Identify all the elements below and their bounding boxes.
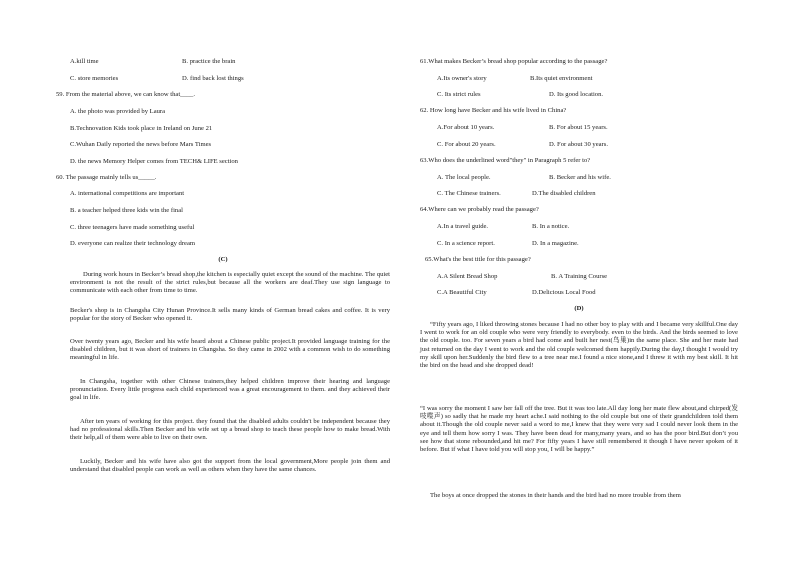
section-c-p3-text: Over twenty years ago, Becker and his wife heard about a Chinese public project.It provided language training for the disabled children, but it was short of trainers in Changsha. So they came in 2002 with a common wish to do something meaningful in life. <box>70 338 390 362</box>
q61-option-c: C. Its strict rules <box>437 91 481 98</box>
section-c-paragraph-3 <box>70 338 390 363</box>
q62-option-c: C. For about 20 years. <box>437 141 496 148</box>
section-c-p2-text: Becker's shop is in Changsha City Hunan Province.It sells many kinds of German bread cakes and coffee. It is very popular for the story of Becker who opened it. <box>70 307 390 323</box>
q63-option-a: A. The local people. <box>437 174 491 181</box>
q59-option-a: A. the photo was provided by Laura <box>70 108 166 115</box>
q61-option-b: B.Its quiet environment <box>530 75 593 82</box>
section-c-p5-text: After ten years of working for this project. they found that the disabled adults couldn't be independent because they had no professional skills.Then Becker and his wife set up a bread shop to teach these people how to make bread.With their help,all of them were able to live on their own. <box>70 418 390 442</box>
section-c-paragraph-1 <box>70 271 390 296</box>
section-c-paragraph-5 <box>70 418 390 443</box>
q62-option-d: D. For about 30 years. <box>549 141 608 148</box>
section-d-title: (D) <box>574 305 584 312</box>
q63-option-d: D.The disabled children <box>532 190 596 197</box>
q61-option-a: A.Its owner's story <box>437 75 487 82</box>
q59-option-c: C.Wuhan Daily reported the news before Mars Times <box>70 141 212 148</box>
q59-option-b: B.Technovation Kids took place in Ireland on June 21 <box>70 125 213 132</box>
q65-option-d: D.Delicious Local Food <box>532 289 596 296</box>
q59-stem: 59. From the material above, we can know that____. <box>56 91 195 98</box>
q64-option-c: C. In a science report. <box>437 240 495 247</box>
q60-option-b: B. a teacher helped three kids win the final <box>70 207 183 214</box>
q63-option-b: B. Becker and his wife. <box>549 174 611 181</box>
q65-option-a: A.A Silent Bread Shop <box>437 273 498 280</box>
q61-option-d: D. Its good location. <box>549 91 604 98</box>
q65-option-c: C.A Beautiful City <box>437 289 487 296</box>
q62-option-a: A.For about 10 years. <box>437 124 495 131</box>
section-c-paragraph-6 <box>70 458 390 474</box>
section-d-p3-text: The boys at once dropped the stones in their hands and the bird had no more trouble from them <box>430 492 681 499</box>
q62-option-b: B. For about 15 years. <box>549 124 608 131</box>
section-d-paragraph-3 <box>420 492 738 500</box>
q60-option-a: A. international competitions are important <box>70 190 185 197</box>
q58-option-b: B. practice the brain <box>182 58 236 65</box>
section-c-p4-text: In Changsha, together with other Chinese trainers,they helped children improve their hearing and language pronunciation. Every little progress each child experienced was a great encouragement to them. and they achieved their goal in life. <box>70 378 390 402</box>
q58-option-d: D. find back lost things <box>182 75 244 82</box>
q64-option-b: B. In a notice. <box>532 223 570 230</box>
section-c-paragraph-2 <box>70 307 390 323</box>
section-c-p6-text: Luckily, Becker and his wife have also got the support from the local government,More people join them and understand that disabled people can work as well as others when they have the same chances. <box>70 458 390 474</box>
section-d-p1-text: “Fifty years ago, I liked throwing stones because I had no other boy to play with and I became very skillful.One day I went to work for an old couple who were very friendly to everybody. even to the birds. And the birds seemed to love the old couple. too. For seven years a bird had come and built her nest(鸟巢)in the same place. She and her mate had just returned on the day I went to work and the old couple welcomed them happily.During the day,I thought I would try my skill upon her.Suddenly the bird flew to a tree near me.I found a nice stone,and I threw it with my best skill. It hit the bird on the head and she dropped dead! <box>420 321 738 370</box>
section-c-paragraph-4 <box>70 378 390 403</box>
q65-option-b: B. A Training Course <box>551 273 608 280</box>
section-d-paragraph-2 <box>420 405 738 454</box>
section-c-p1-text: During work hours in Becker’s bread shop,the kitchen is especially quiet except the sound of the machine. The quiet environment is not the result of the strict rules,but because all the workers are deaf.They use sign language to communicate with each other from time to time. <box>70 271 391 295</box>
q59-option-d: D. the news Memory Helper comes from TECH& LIFE section <box>70 158 238 165</box>
q64-option-a: A.In a travel guide. <box>437 223 489 230</box>
q64-option-d: D. In a magazine. <box>532 240 579 247</box>
q63-option-c: C. The Chinese trainers. <box>437 190 501 197</box>
q60-stem: 60. The passage mainly tells us_____. <box>56 174 157 181</box>
section-d-paragraph-1 <box>420 321 738 370</box>
q62-stem: 62. How long have Becker and his wife lived in China? <box>420 107 567 114</box>
q60-option-c: C. three teenagers have made something useful <box>70 224 195 231</box>
q63-stem: 63.Who does the underlined word"they" in Paragraph 5 refer to? <box>420 157 591 164</box>
section-c-title: (C) <box>218 256 228 263</box>
q60-option-d: D. everyone can realize their technology dream <box>70 240 196 247</box>
q58-option-c: C. store memories <box>70 75 119 82</box>
q61-stem: 61.What makes Becker’s bread shop popular according to the passage? <box>420 58 608 65</box>
q64-stem: 64.Where can we probably read the passage? <box>420 206 539 213</box>
q58-option-a: A.kill time <box>70 58 99 65</box>
q65-stem: 65.What's the best title for this passage? <box>425 256 531 263</box>
section-d-p2-text: “I was sorry the moment I saw her fall off the tree. But it was too late.All day long her mate flew about,and chirped(发吱喋声) so sadly that he made my heart ache.I said nothing to the old couple but one of their grandchildren told them about it.Though the old couple never said a word to me,I knew that they were very sad I could never look them in the eye and tell them how sorry I was. They have been dead for many,many years, and so has the poor bird.But don’t you see how that stone rebounded,and hit me? For fifty years I have still remembered it though I have never spoken of it before. But if what I have told you will stop you, I will be happy.” <box>420 405 738 454</box>
